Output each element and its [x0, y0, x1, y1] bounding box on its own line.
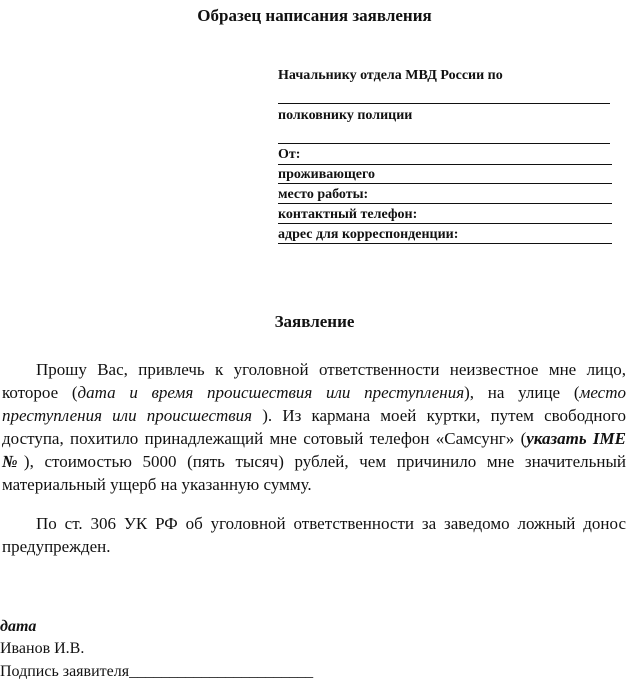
- residing-underline: [278, 183, 612, 184]
- phone-underline: [278, 223, 612, 224]
- address-label: адрес для корреспонденции:: [278, 227, 459, 242]
- residing-label: проживающего: [278, 167, 376, 182]
- date-field: дата: [0, 618, 37, 635]
- address-underline: [278, 243, 612, 244]
- recipient-line-2: полковнику полиции: [278, 108, 413, 123]
- signature-line: Подпись заявителя_______________________: [0, 663, 314, 680]
- from-label: От:: [278, 147, 301, 162]
- placeholder-place: место преступления или происшествия: [2, 383, 626, 425]
- document-title: Образец написания заявления: [197, 6, 432, 25]
- applicant-name: Иванов И.В.: [0, 640, 85, 657]
- blank-line-2: [278, 143, 610, 144]
- statement-paragraph-2: По ст. 306 УК РФ об уголовной ответственности за заведомо ложный донос предупрежден.: [2, 514, 626, 556]
- blank-line-1: [278, 103, 610, 104]
- recipient-line-1: Начальнику отдела МВД России по: [278, 68, 503, 83]
- workplace-underline: [278, 203, 612, 204]
- from-underline: [278, 164, 612, 165]
- placeholder-imei: указать IME №: [2, 429, 626, 471]
- placeholder-date-time: дата и время происшествия или преступления: [77, 383, 465, 402]
- statement-heading: Заявление: [274, 312, 355, 331]
- statement-paragraph-1: Прошу Вас, привлечь к уголовной ответственности неизвестное мне лицо, которое (дата и время происшествия или преступления), на улице (место преступления или происшествия ). Из кармана моей куртки, путем свободного доступа, похитило принадлежащий мне сотовый телефон «Самсунг» (указать IME №), стоимостью 5000 (пять тысяч) рублей, чем причинило мне значительный материальный ущерб на указанную сумму.: [2, 360, 627, 494]
- phone-label: контактный телефон:: [278, 207, 418, 222]
- workplace-label: место работы:: [278, 187, 369, 202]
